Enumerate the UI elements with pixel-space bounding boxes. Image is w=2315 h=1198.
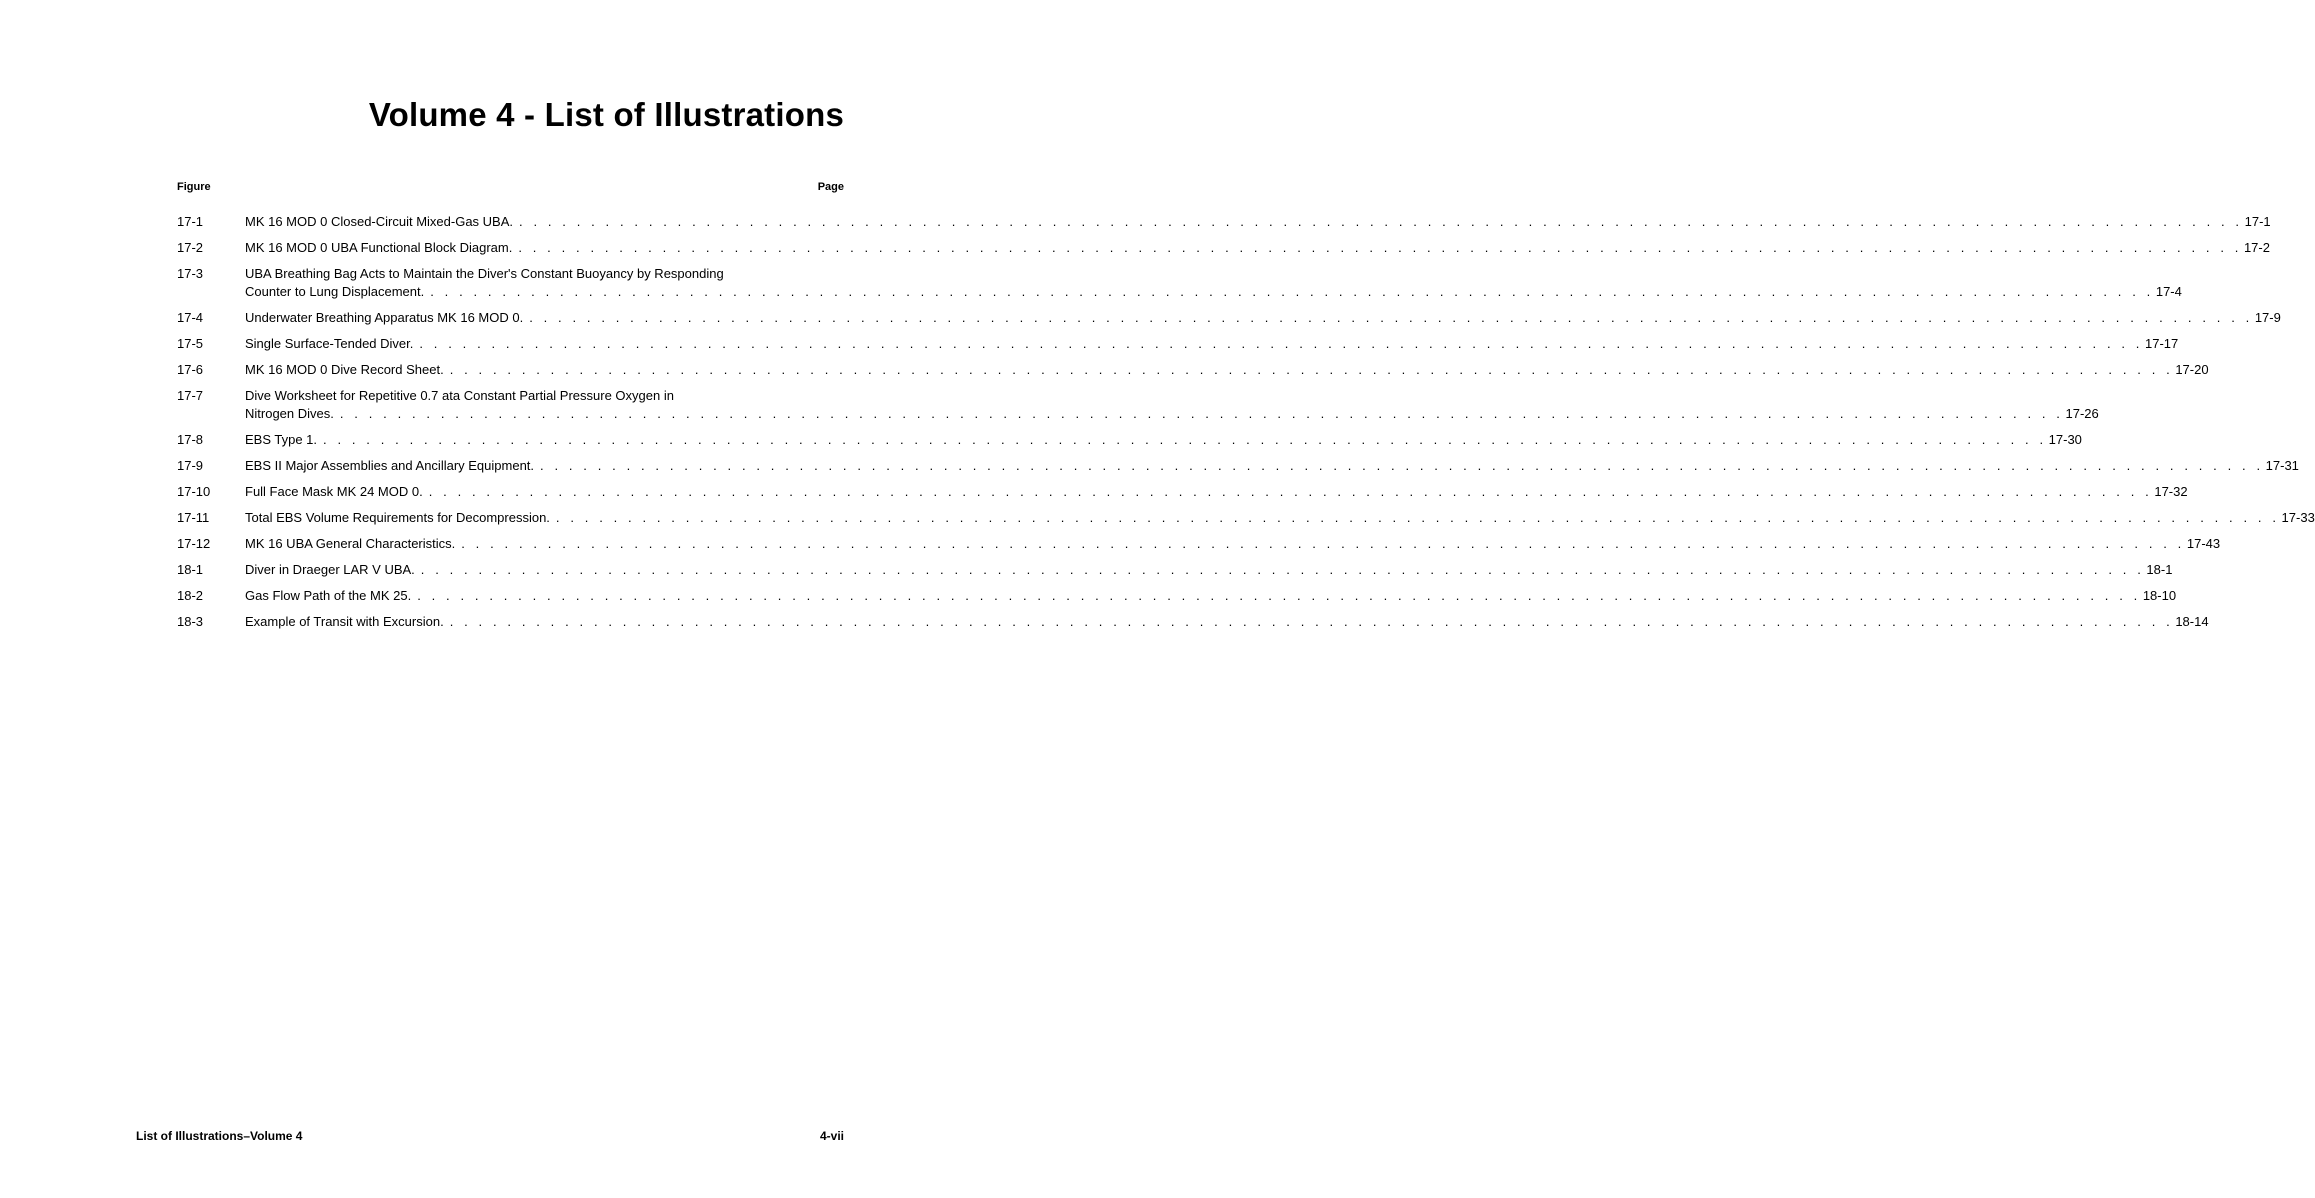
page-reference: 18-14 xyxy=(2175,614,2209,629)
list-item xyxy=(177,535,2221,553)
dot-leader: . . . . . . . . . . . . . . . . . . . . . . . . . . . . . . . . . . . . . . . . . . . . . . . . . . . . . . . . . . . . . . . . . . . . . . . . . . . . . . . . . . . . . . . . . . . . . . . . . . . . . . . . . . . . . . . . . . . . . . . . xyxy=(323,432,2047,447)
page-column-header: Page xyxy=(817,181,844,193)
list-item xyxy=(177,265,2182,301)
figure-caption xyxy=(245,561,2173,579)
page-reference: 17-20 xyxy=(2175,362,2209,377)
caption-text: EBS II Major Assemblies and Ancillary Equipment. xyxy=(245,458,535,473)
caption-text: Diver in Draeger LAR V UBA. xyxy=(245,562,415,577)
figure-number: 17-5 xyxy=(177,336,204,351)
page-reference: 17-4 xyxy=(2155,284,2182,299)
figure-caption xyxy=(245,587,2177,605)
illustrations-list xyxy=(177,213,2315,639)
caption-line xyxy=(245,335,2179,353)
caption-text: Full Face Mask MK 24 MOD 0. xyxy=(245,484,423,499)
figure-number: 18-2 xyxy=(177,588,204,603)
dot-leader: . . . . . . . . . . . . . . . . . . . . . . . . . . . . . . . . . . . . . . . . . . . . . . . . . . . . . . . . . . . . . . . . . . . . . . . . . . . . . . . . . . . . . . . . . . . . . . . . . . . . . . . . . . . . . . . . . . . . . . . . xyxy=(419,336,2143,351)
list-item xyxy=(177,561,2173,579)
caption-text: Single Surface-Tended Diver. xyxy=(245,336,414,351)
footer-page-number: 4-vii xyxy=(819,1129,844,1143)
dot-leader: . . . . . . . . . . . . . . . . . . . . . . . . . . . . . . . . . . . . . . . . . . . . . . . . . . . . . . . . . . . . . . . . . . . . . . . . . . . . . . . . . . . . . . . . . . . . . . . . . . . . . . . . . . . . . . . . . . . . . . . . xyxy=(339,406,2064,421)
figure-caption xyxy=(245,213,2271,231)
dot-leader: . . . . . . . . . . . . . . . . . . . . . . . . . . . . . . . . . . . . . . . . . . . . . . . . . . . . . . . . . . . . . . . . . . . . . . . . . . . . . . . . . . . . . . . . . . . . . . . . . . . . . . . . . . . . . . . . . . . . . . . . xyxy=(428,484,2153,499)
figure-caption xyxy=(245,431,2082,449)
list-item xyxy=(177,587,2177,605)
page-reference: 17-30 xyxy=(2048,432,2082,447)
page-reference: 17-9 xyxy=(2254,310,2281,325)
page-reference: 18-1 xyxy=(2146,562,2173,577)
figure-caption xyxy=(245,335,2179,353)
caption-line xyxy=(245,457,2299,475)
figure-caption xyxy=(245,361,2209,379)
caption-line xyxy=(245,213,2271,231)
figure-number: 17-1 xyxy=(177,214,204,229)
caption-line xyxy=(245,561,2173,579)
page-reference: 17-17 xyxy=(2145,336,2179,351)
page-reference: 17-33 xyxy=(2281,510,2315,525)
dot-leader: . . . . . . . . . . . . . . . . . . . . . . . . . . . . . . . . . . . . . . . . . . . . . . . . . . . . . . . . . . . . . . . . . . . . . . . . . . . . . . . . . . . . . . . . . . . . . . . . . . . . . . . . . . . . . . . . . . . . . . . . xyxy=(449,362,2174,377)
dot-leader: . . . . . . . . . . . . . . . . . . . . . . . . . . . . . . . . . . . . . . . . . . . . . . . . . . . . . . . . . . . . . . . . . . . . . . . . . . . . . . . . . . . . . . . . . . . . . . . . . . . . . . . . . . . . . . . . . . . . . . . . xyxy=(449,614,2174,629)
list-item xyxy=(177,239,2270,257)
figure-number: 17-11 xyxy=(177,510,210,525)
dot-leader: . . . . . . . . . . . . . . . . . . . . . . . . . . . . . . . . . . . . . . . . . . . . . . . . . . . . . . . . . . . . . . . . . . . . . . . . . . . . . . . . . . . . . . . . . . . . . . . . . . . . . . . . . . . . . . . . . . . . . . . . xyxy=(529,310,2253,325)
caption-text: UBA Breathing Bag Acts to Maintain the Diver's Constant Buoyancy by Responding xyxy=(245,266,724,281)
list-item xyxy=(177,613,2209,631)
caption-line xyxy=(245,535,2221,553)
dot-leader: . . . . . . . . . . . . . . . . . . . . . . . . . . . . . . . . . . . . . . . . . . . . . . . . . . . . . . . . . . . . . . . . . . . . . . . . . . . . . . . . . . . . . . . . . . . . . . . . . . . . . . . . . . . . . . . . . . . . . . . . xyxy=(555,510,2280,525)
page-reference: 17-43 xyxy=(2186,536,2221,551)
caption-text: MK 16 MOD 0 UBA Functional Block Diagram. xyxy=(245,240,513,255)
figure-number: 17-2 xyxy=(177,240,204,255)
caption-line xyxy=(245,239,2270,257)
caption-text: Dive Worksheet for Repetitive 0.7 ata Constant Partial Pressure Oxygen in xyxy=(245,388,674,403)
caption-line xyxy=(245,587,2177,605)
list-item xyxy=(177,457,2299,475)
list-item xyxy=(177,509,2315,527)
figure-number: 17-10 xyxy=(177,484,211,499)
caption-line xyxy=(245,483,2188,501)
dot-leader: . . . . . . . . . . . . . . . . . . . . . . . . . . . . . . . . . . . . . . . . . . . . . . . . . . . . . . . . . . . . . . . . . . . . . . . . . . . . . . . . . . . . . . . . . . . . . . . . . . . . . . . . . . . . . . . . . . . . . . . . xyxy=(420,562,2145,577)
list-item xyxy=(177,361,2209,379)
dot-leader: . . . . . . . . . . . . . . . . . . . . . . . . . . . . . . . . . . . . . . . . . . . . . . . . . . . . . . . . . . . . . . . . . . . . . . . . . . . . . . . . . . . . . . . . . . . . . . . . . . . . . . . . . . . . . . . . . . . . . . . . xyxy=(461,536,2185,551)
figure-number: 17-3 xyxy=(177,266,204,281)
page-title: Volume 4 - List of Illustrations xyxy=(368,96,844,133)
caption-text: Gas Flow Path of the MK 25. xyxy=(245,588,412,603)
caption-line xyxy=(245,509,2315,527)
caption-line xyxy=(245,361,2209,379)
figure-caption xyxy=(245,483,2188,501)
caption-line xyxy=(245,265,844,283)
list-item xyxy=(177,483,2188,501)
dot-leader: . . . . . . . . . . . . . . . . . . . . . . . . . . . . . . . . . . . . . . . . . . . . . . . . . . . . . . . . . . . . . . . . . . . . . . . . . . . . . . . . . . . . . . . . . . . . . . . . . . . . . . . . . . . . . . . . . . . . . . . . xyxy=(518,240,2242,255)
figure-caption xyxy=(245,309,2281,327)
caption-text: MK 16 MOD 0 Dive Record Sheet. xyxy=(245,362,444,377)
dot-leader: . . . . . . . . . . . . . . . . . . . . . . . . . . . . . . . . . . . . . . . . . . . . . . . . . . . . . . . . . . . . . . . . . . . . . . . . . . . . . . . . . . . . . . . . . . . . . . . . . . . . . . . . . . . . . . . . . . . . . . . . xyxy=(540,458,2264,473)
figure-number: 17-9 xyxy=(177,458,204,473)
figure-number: 17-7 xyxy=(177,388,204,403)
footer-title: List of Illustrations–Volume 4 xyxy=(136,1129,303,1143)
caption-text: Total EBS Volume Requirements for Decompression. xyxy=(245,510,550,525)
page-reference: 17-1 xyxy=(2244,214,2271,229)
caption-text: MK 16 UBA General Characteristics. xyxy=(245,536,456,551)
caption-line xyxy=(245,613,2209,631)
caption-text: Underwater Breathing Apparatus MK 16 MOD 0. xyxy=(245,310,524,325)
page-reference: 17-32 xyxy=(2154,484,2188,499)
figure-number: 17-6 xyxy=(177,362,204,377)
list-item xyxy=(177,387,2099,423)
page-reference: 17-31 xyxy=(2265,458,2299,473)
page-reference: 17-26 xyxy=(2065,406,2099,421)
page-reference: 17-2 xyxy=(2243,240,2270,255)
list-item xyxy=(177,335,2179,353)
figure-caption xyxy=(245,509,2315,527)
figure-number: 17-4 xyxy=(177,310,204,325)
list-item xyxy=(177,309,2281,327)
caption-text: EBS Type 1. xyxy=(245,432,318,447)
caption-line xyxy=(245,431,2082,449)
caption-line xyxy=(245,283,2182,301)
caption-line xyxy=(245,309,2281,327)
figure-number: 18-1 xyxy=(177,562,204,577)
figure-caption xyxy=(245,387,2099,423)
figure-number: 18-3 xyxy=(177,614,204,629)
caption-line xyxy=(245,405,2099,423)
caption-text: Nitrogen Dives. xyxy=(245,406,334,421)
figure-caption xyxy=(245,239,2270,257)
figure-number: 17-12 xyxy=(177,536,211,551)
figure-caption xyxy=(245,535,2221,553)
figure-caption xyxy=(245,457,2299,475)
list-item xyxy=(177,213,2271,231)
figure-column-header: Figure xyxy=(177,181,211,193)
list-item xyxy=(177,431,2082,449)
caption-text: Counter to Lung Displacement. xyxy=(245,284,425,299)
figure-number: 17-8 xyxy=(177,432,204,447)
caption-text: Example of Transit with Excursion. xyxy=(245,614,444,629)
figure-caption xyxy=(245,613,2209,631)
dot-leader: . . . . . . . . . . . . . . . . . . . . . . . . . . . . . . . . . . . . . . . . . . . . . . . . . . . . . . . . . . . . . . . . . . . . . . . . . . . . . . . . . . . . . . . . . . . . . . . . . . . . . . . . . . . . . . . . . . . . . . . . xyxy=(430,284,2154,299)
caption-line xyxy=(245,387,844,405)
dot-leader: . . . . . . . . . . . . . . . . . . . . . . . . . . . . . . . . . . . . . . . . . . . . . . . . . . . . . . . . . . . . . . . . . . . . . . . . . . . . . . . . . . . . . . . . . . . . . . . . . . . . . . . . . . . . . . . . . . . . . . . . xyxy=(519,214,2243,229)
page-reference: 18-10 xyxy=(2142,588,2177,603)
dot-leader: . . . . . . . . . . . . . . . . . . . . . . . . . . . . . . . . . . . . . . . . . . . . . . . . . . . . . . . . . . . . . . . . . . . . . . . . . . . . . . . . . . . . . . . . . . . . . . . . . . . . . . . . . . . . . . . . . . . . . . . . xyxy=(417,588,2141,603)
figure-caption xyxy=(245,265,2182,301)
caption-text: MK 16 MOD 0 Closed-Circuit Mixed-Gas UBA. xyxy=(245,214,514,229)
